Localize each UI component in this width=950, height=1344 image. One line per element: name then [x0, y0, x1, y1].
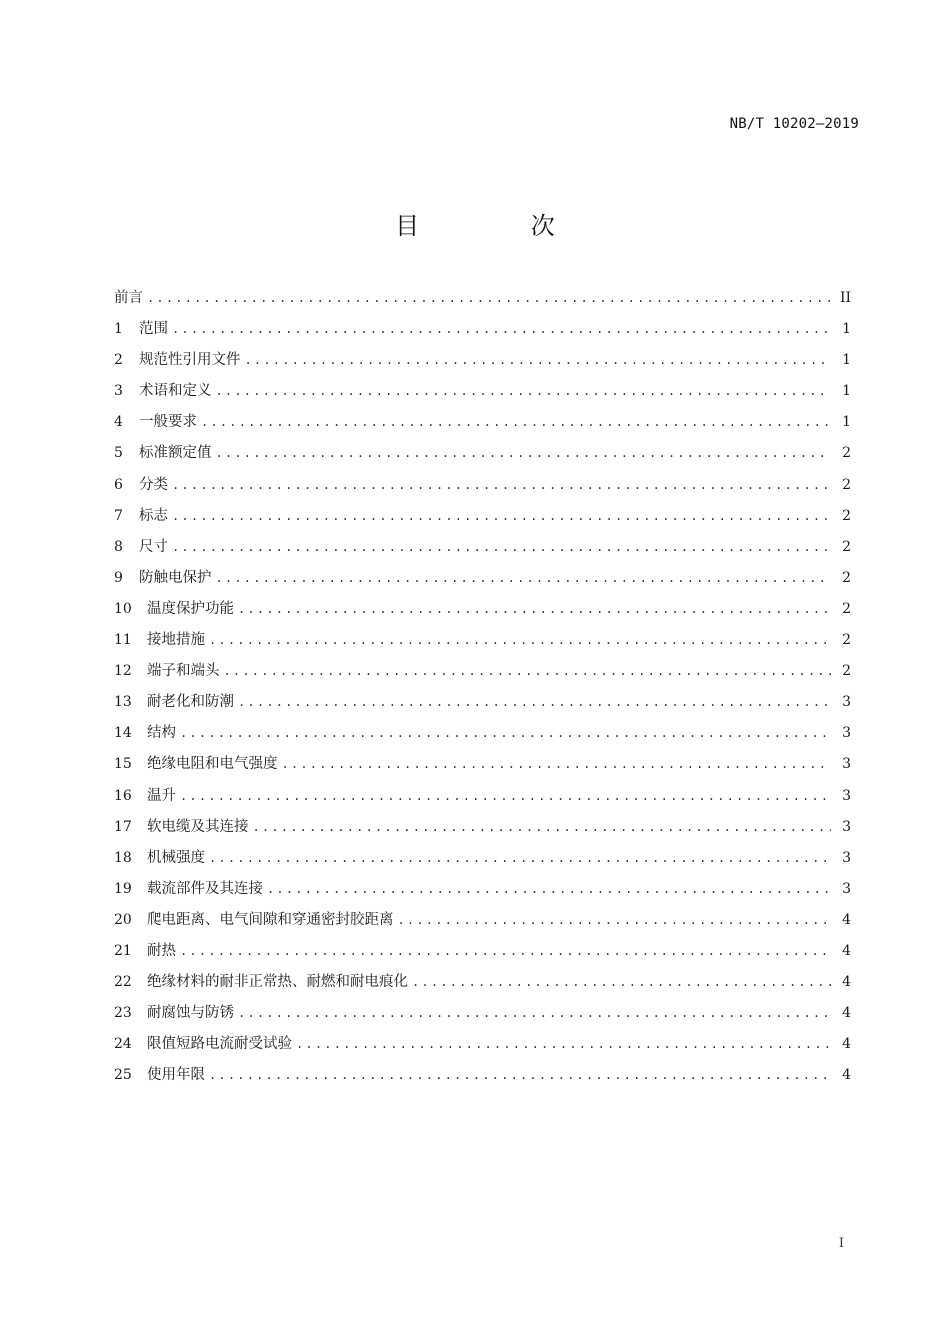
toc-entry[interactable]: [114, 532, 851, 563]
toc-dot-leader: [172, 501, 831, 532]
toc-dot-leader: [238, 594, 831, 625]
toc-entry-number: 13: [114, 694, 132, 711]
toc-entry-label: 规范性引用文件: [139, 352, 241, 369]
toc-entry-page: 1: [842, 321, 851, 338]
toc-entry-page: 3: [842, 787, 851, 804]
toc-entry-page: 4: [842, 974, 851, 991]
toc-entry-label: 术语和定义: [139, 383, 212, 400]
toc-entry[interactable]: [114, 1060, 851, 1091]
toc-entry[interactable]: [114, 874, 851, 905]
toc-entry-number: 7: [114, 507, 123, 524]
toc-entry-label: 耐老化和防潮: [147, 694, 234, 711]
toc-entry-number: 21: [114, 942, 132, 959]
toc-entry-page: 4: [842, 942, 851, 959]
toc-entry-page: 3: [842, 818, 851, 835]
toc-entry-page: 4: [842, 1036, 851, 1053]
document-code: NB/T 10202—2019: [729, 116, 859, 132]
toc-entry-page: 2: [842, 569, 851, 586]
toc-entry[interactable]: [114, 407, 851, 438]
toc-entry[interactable]: [114, 749, 851, 780]
toc-dot-leader: [180, 781, 831, 812]
toc-entry-page: 1: [842, 352, 851, 369]
toc-entry-label: 绝缘电阻和电气强度: [147, 756, 278, 773]
toc-entry-page: 2: [842, 632, 851, 649]
toc-entry-number: 15: [114, 756, 132, 773]
toc-entry[interactable]: [114, 283, 851, 314]
toc-dot-leader: [412, 967, 831, 998]
toc-entry-label: 分类: [139, 476, 168, 493]
toc-entry-number: 5: [114, 445, 123, 462]
toc-entry-number: 9: [114, 569, 123, 586]
toc-dot-leader: [216, 563, 832, 594]
toc-dot-leader: [209, 843, 831, 874]
toc-entry-page: 2: [842, 476, 851, 493]
toc-entry[interactable]: [114, 501, 851, 532]
toc-entry[interactable]: [114, 438, 851, 469]
toc-entry-number: 8: [114, 538, 123, 555]
toc-dot-leader: [245, 345, 832, 376]
toc-entry-label: 接地措施: [147, 632, 205, 649]
toc-entry-page: 4: [842, 911, 851, 928]
toc-dot-leader: [216, 376, 832, 407]
toc-entry-page: 3: [842, 725, 851, 742]
toc-entry-page: II: [839, 290, 851, 306]
toc-entry-label: 一般要求: [139, 414, 197, 431]
toc-dot-leader: [147, 283, 831, 314]
toc-entry-page: 3: [842, 694, 851, 711]
toc-dot-leader: [238, 687, 831, 718]
toc-entry-number: 10: [114, 600, 132, 617]
toc-entry-number: 18: [114, 849, 132, 866]
toc-entry-label: 尺寸: [139, 538, 168, 555]
toc-entry-label: 端子和端头: [147, 663, 220, 680]
toc-entry[interactable]: [114, 967, 851, 998]
toc-entry-page: 3: [842, 756, 851, 773]
toc-entry[interactable]: [114, 625, 851, 656]
toc-entry-page: 4: [842, 1067, 851, 1084]
toc-entry-page: 4: [842, 1005, 851, 1022]
toc-entry-page: 2: [842, 507, 851, 524]
toc-entry-label: 前言: [114, 290, 143, 306]
toc-entry-label: 耐热: [147, 942, 176, 959]
toc-entry[interactable]: [114, 812, 851, 843]
toc-entry[interactable]: [114, 563, 851, 594]
toc-dot-leader: [180, 718, 831, 749]
toc-entry[interactable]: [114, 656, 851, 687]
toc-entry[interactable]: [114, 905, 851, 936]
toc-entry-page: 2: [842, 600, 851, 617]
toc-dot-leader: [253, 812, 832, 843]
toc-entry[interactable]: [114, 781, 851, 812]
toc-entry[interactable]: [114, 718, 851, 749]
toc-entry-label: 温升: [147, 787, 176, 804]
toc-entry[interactable]: [114, 1029, 851, 1060]
toc-entry-page: 2: [842, 663, 851, 680]
toc-entry-label: 温度保护功能: [147, 600, 234, 617]
page-number: I: [838, 1236, 844, 1251]
toc-entry[interactable]: [114, 687, 851, 718]
toc-entry-page: 3: [842, 880, 851, 897]
toc-entry-label: 耐腐蚀与防锈: [147, 1005, 234, 1022]
toc-entry-label: 爬电距离、电气间隙和穿通密封胶距离: [147, 911, 394, 928]
toc-entry-label: 范围: [139, 321, 168, 338]
toc-entry-label: 软电缆及其连接: [147, 818, 249, 835]
toc-entry-label: 标准额定值: [139, 445, 212, 462]
toc-entry-label: 机械强度: [147, 849, 205, 866]
toc-entry-label: 防触电保护: [139, 569, 212, 586]
toc-entry-number: 14: [114, 725, 132, 742]
toc-entry-page: 2: [842, 445, 851, 462]
toc-dot-leader: [172, 314, 831, 345]
toc-entry-number: 23: [114, 1005, 132, 1022]
toc-dot-leader: [209, 625, 831, 656]
toc-entry-number: 25: [114, 1067, 132, 1084]
toc-dot-leader: [224, 656, 832, 687]
toc-entry-label: 标志: [139, 507, 168, 524]
toc-entry-number: 4: [114, 414, 123, 431]
toc-dot-leader: [216, 438, 832, 469]
toc-dot-leader: [201, 407, 831, 438]
toc-dot-leader: [238, 998, 831, 1029]
toc-entry-number: 11: [114, 632, 132, 649]
toc-entry-label: 载流部件及其连接: [147, 880, 263, 897]
toc-entry-number: 17: [114, 818, 132, 835]
toc-entry-page: 3: [842, 849, 851, 866]
toc-entry-number: 16: [114, 787, 132, 804]
toc-entry-label: 使用年限: [147, 1067, 205, 1084]
toc-dot-leader: [172, 532, 831, 563]
toc-entry-number: 3: [114, 383, 123, 400]
page-title: 目 次: [395, 212, 607, 240]
toc-entry[interactable]: [114, 594, 851, 625]
toc-entry[interactable]: [114, 314, 851, 345]
toc-dot-leader: [180, 936, 831, 967]
toc-entry-number: 19: [114, 880, 132, 897]
toc-entry-page: 1: [842, 383, 851, 400]
toc-dot-leader: [172, 470, 831, 501]
toc-entry-number: 2: [114, 352, 123, 369]
toc-entry-number: 22: [114, 974, 132, 991]
toc-entry-number: 12: [114, 663, 132, 680]
toc-entry[interactable]: [114, 470, 851, 501]
table-of-contents: [114, 283, 851, 1091]
toc-entry[interactable]: [114, 345, 851, 376]
toc-dot-leader: [282, 749, 832, 780]
toc-entry-page: 1: [842, 414, 851, 431]
toc-entry-label: 绝缘材料的耐非正常热、耐燃和耐电痕化: [147, 974, 408, 991]
toc-entry[interactable]: [114, 376, 851, 407]
toc-entry[interactable]: [114, 843, 851, 874]
toc-entry[interactable]: [114, 998, 851, 1029]
toc-entry-number: 6: [114, 476, 123, 493]
toc-entry-number: 24: [114, 1036, 132, 1053]
toc-entry-label: 结构: [147, 725, 176, 742]
toc-dot-leader: [296, 1029, 831, 1060]
toc-dot-leader: [267, 874, 831, 905]
toc-entry-number: 1: [114, 321, 123, 338]
toc-entry-number: 20: [114, 911, 132, 928]
toc-dot-leader: [398, 905, 832, 936]
toc-entry-label: 限值短路电流耐受试验: [147, 1036, 292, 1053]
toc-dot-leader: [209, 1060, 831, 1091]
toc-entry[interactable]: [114, 936, 851, 967]
toc-entry-page: 2: [842, 538, 851, 555]
